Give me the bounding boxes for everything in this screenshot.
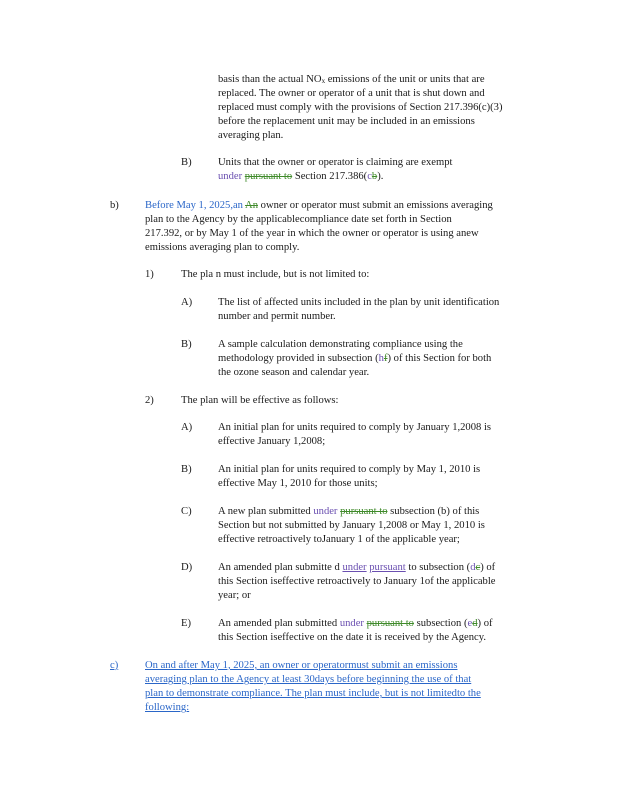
item-1A-line-2: number and permit number. [218,311,336,322]
item-2-text: The plan will be effective as follows: [181,395,339,406]
insertion: under [313,506,338,517]
item-2C-marker: C) [181,506,192,517]
item-b-marker: b) [110,200,119,211]
item-2-marker: 2) [145,395,154,406]
item-B-top-line-2: under pursuant to Section 217.386(cb). [218,171,384,182]
item-B-top-marker: B) [181,157,192,168]
item-2C-line-1: A new plan submitted under pursuant to subsection (b) of this [218,506,480,517]
deletion: f [383,353,388,364]
item-2A-marker: A) [181,422,193,433]
insertion: Before May 1, 2025,an [145,200,243,211]
insertion: pursuant [369,562,406,573]
item-c-line-2: averaging plan to the Agency at least 30days before beginning the use of that [145,674,472,685]
item-1A-line-1: The list of affected units included in the plan by unit identification [218,297,500,308]
item-2E-line-1: An amended plan submitted under pursuant to subsection (ed) of [218,618,493,629]
item-2B-marker: B) [181,464,192,475]
item-1B-line-2: methodology provided in subsection (hf) of this Section for both [218,353,492,364]
item-1-text: The pla n must include, but is not limited to: [181,269,370,280]
item-2D-line-1: An amended plan submitte d under pursuant to subsection (dc) of [218,562,496,573]
deletion: b [371,171,378,182]
item-2D-line-2: this Section iseffective retroactively to January 1of the applicable [218,576,496,587]
item-B-top-line-1: Units that the owner or operator is claiming are exempt [218,157,453,168]
item-c-marker: c) [110,660,119,671]
top-para-line-4: before the replacement unit may be included in an emissions [218,116,475,127]
item-b-line-1: Before May 1, 2025,an An owner or operator must submit an emissions averaging [145,200,493,211]
item-c-line-1: On and after May 1, 2025, an owner or operatormust submit an emissions [145,660,458,671]
insertion: under [342,562,367,573]
item-2D-line-3: year; or [218,590,251,601]
item-2C-line-3: effective retroactively toJanuary 1 of the applicable year; [218,534,460,545]
deletion: pursuant to [366,618,414,629]
item-1-marker: 1) [145,269,154,280]
item-2B-line-1: An initial plan for units required to comply by May 1, 2010 is [218,464,481,475]
item-2B-line-2: effective May 1, 2010 for those units; [218,478,378,489]
deletion: pursuant to [244,171,293,182]
item-2C-line-2: Section but not submitted by January 1,2008 or May 1, 2010 is [218,520,485,531]
top-para-line-2: replaced. The owner or operator of a unit that is shut down and [218,88,485,99]
item-1B-marker: B) [181,339,192,350]
insertion: h [378,353,384,364]
item-c-line-4: following: [145,702,190,713]
insertion: d [470,562,476,573]
insertion: under [339,618,364,629]
item-b-line-2: plan to the Agency by the applicablecompliance date set forth in Section [145,214,452,225]
deletion: d [472,618,478,629]
top-para-line-3: replaced must comply with the provisions of Section 217.396(c)(3) [218,102,503,113]
item-2A-line-2: effective January 1,2008; [218,436,326,447]
deletion: pursuant to [340,506,388,517]
insertion: under [218,171,243,182]
deletion: An [245,200,258,211]
item-2E-marker: E) [181,618,191,629]
top-para-line-1: basis than the actual NOx emissions of the unit or units that are [218,74,485,85]
insertion: c [367,171,372,182]
item-b-line-4: emissions averaging plan to comply. [145,242,300,253]
item-1B-line-1: A sample calculation demonstrating compliance using the [218,339,463,350]
item-b-line-3: 217.392, or by May 1 of the year in which the owner or operator is using anew [145,228,479,239]
insertion: e [467,618,473,629]
item-1B-line-3: the ozone season and calendar year. [218,367,370,378]
top-para-line-5: averaging plan. [218,130,284,141]
item-2E-line-2: this Section iseffective on the date it is received by the Agency. [218,632,486,643]
item-2D-marker: D) [181,562,193,573]
item-2A-line-1: An initial plan for units required to comply by January 1,2008 is [218,422,492,433]
deletion: c [475,562,481,573]
item-1A-marker: A) [181,297,193,308]
item-c-line-3: plan to demonstrate compliance. The plan must include, but is not limitedto the [145,688,481,699]
